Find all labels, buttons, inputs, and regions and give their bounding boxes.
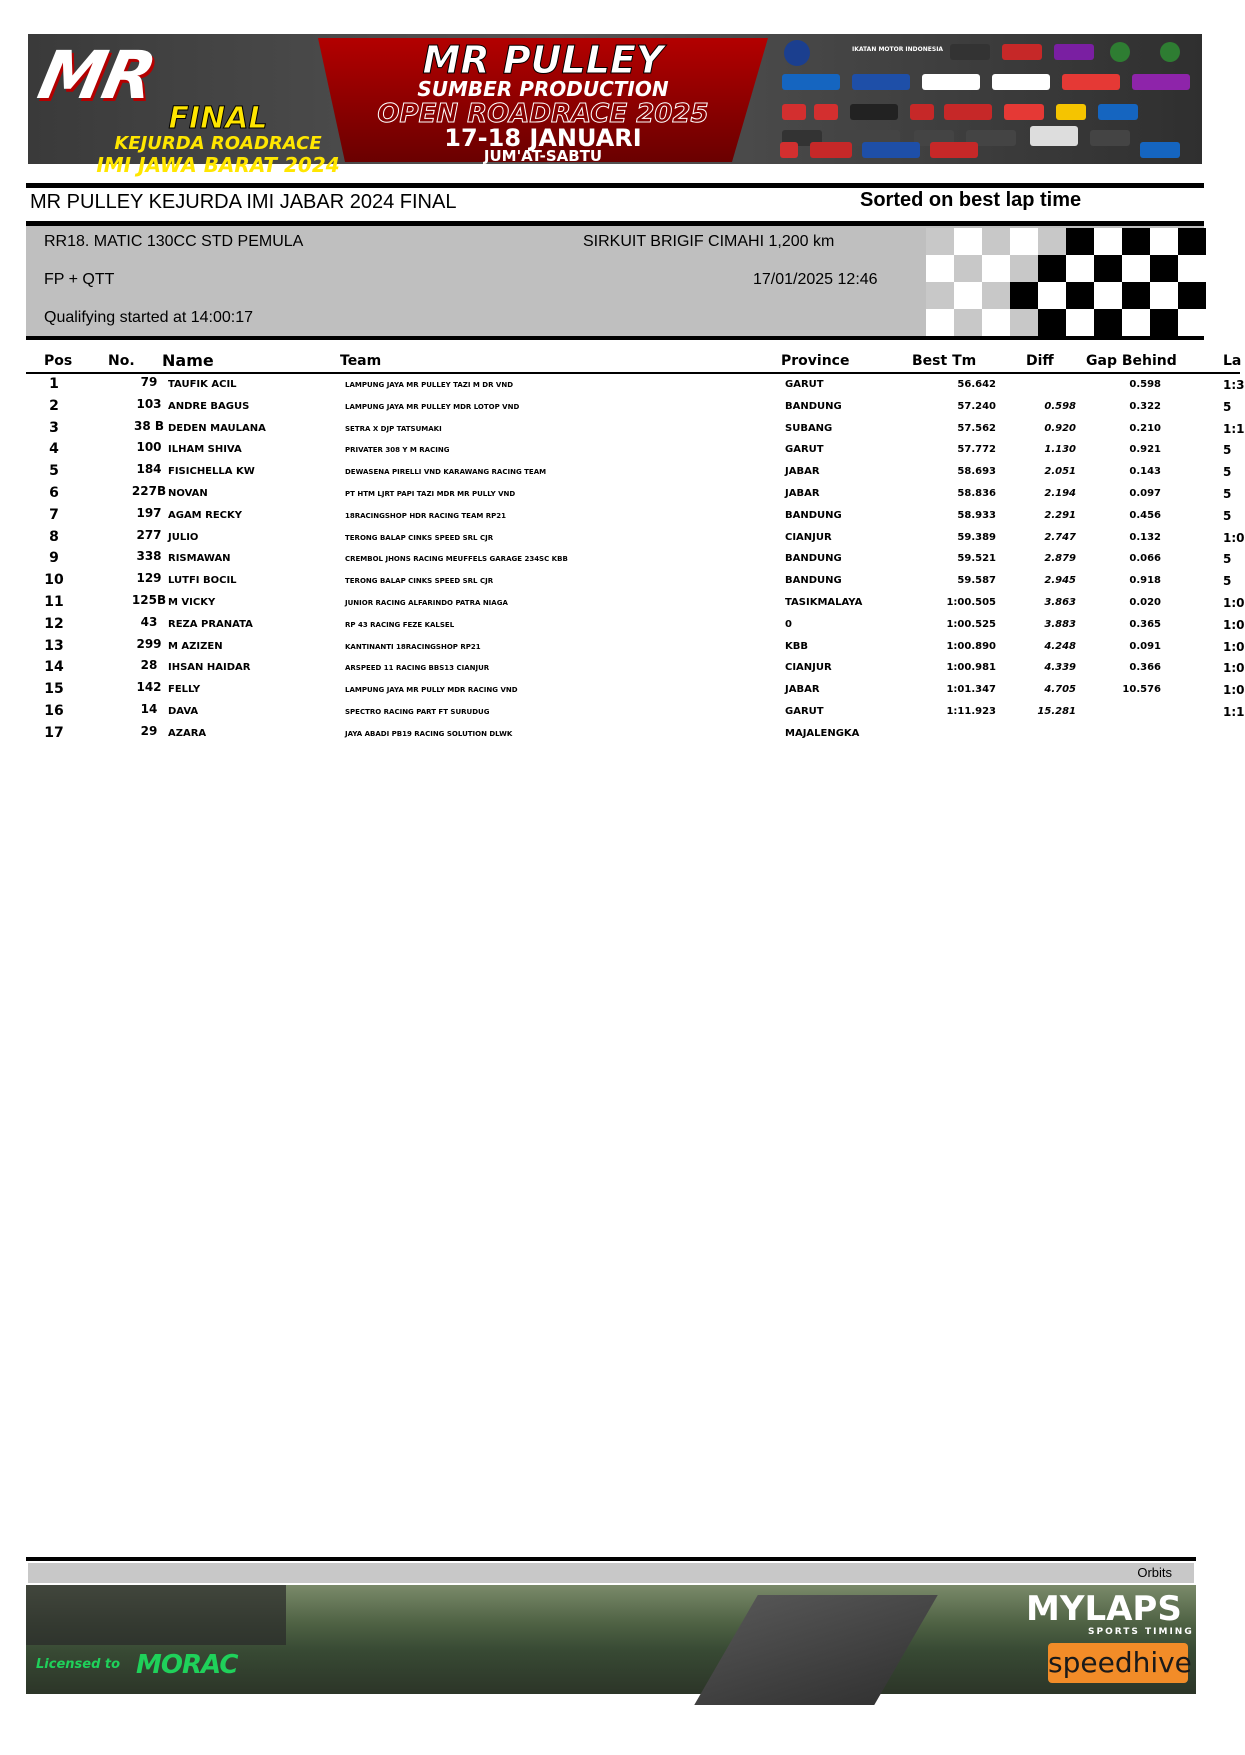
event-days: JUM'AT-SABTU — [483, 147, 603, 165]
flag-square — [982, 228, 1010, 255]
row-province: JABAR — [785, 488, 820, 499]
row-best-time: 59.521 — [957, 553, 996, 565]
imi-logo — [784, 40, 810, 66]
row-pos: 15 — [44, 681, 64, 698]
flag-square — [954, 309, 982, 336]
row-diff: 15.281 — [1037, 706, 1076, 717]
row-rider-name: AZARA — [168, 727, 207, 739]
final-label: FINAL — [168, 101, 268, 136]
page-title: MR PULLEY KEJURDA IMI JABAR 2024 FINAL — [30, 191, 457, 213]
session-label: FP + QTT — [44, 271, 115, 288]
class-label: RR18. MATIC 130CC STD PEMULA — [44, 233, 304, 250]
row-lap: 5 — [1223, 465, 1232, 480]
col-gap-behind: Gap Behind — [1086, 353, 1177, 369]
sponsor-logo — [930, 142, 978, 158]
row-best-time: 57.562 — [957, 422, 996, 434]
row-rider-name: ANDRE BAGUS — [168, 400, 250, 412]
row-lap: 1:1 — [1223, 705, 1245, 719]
flag-square — [1038, 255, 1066, 282]
table-row — [26, 634, 1245, 658]
row-diff: 3.863 — [1044, 597, 1076, 608]
row-best-time: 58.836 — [957, 488, 996, 499]
col-team: Team — [340, 353, 382, 369]
flag-square — [1066, 255, 1094, 282]
flag-square — [1178, 255, 1206, 282]
row-best-time: 59.389 — [957, 531, 996, 543]
row-number: 29 — [140, 723, 158, 738]
table-row — [26, 503, 1240, 527]
flag-square — [1066, 228, 1094, 255]
row-diff: 2.945 — [1044, 575, 1076, 587]
row-pos: 4 — [49, 441, 59, 458]
row-province: BANDUNG — [785, 509, 842, 521]
flag-square — [1038, 309, 1066, 336]
row-pos: 7 — [49, 506, 59, 523]
flag-square — [1122, 228, 1150, 255]
row-lap: 1:3 — [1223, 378, 1245, 392]
table-row — [26, 372, 1245, 396]
row-team: LAMPUNG JAYA MR PULLEY MDR LOTOP VND — [345, 402, 520, 411]
row-rider-name: TAUFIK ACIL — [168, 379, 237, 390]
row-gap-behind: 0.132 — [1129, 531, 1161, 543]
table-row — [26, 568, 1240, 592]
row-team: ARSPEED 11 RACING BBS13 CIANJUR — [345, 664, 490, 673]
table-row — [26, 481, 1240, 505]
sponsor-logo — [910, 104, 934, 120]
flag-square — [1122, 255, 1150, 282]
flag-square — [954, 228, 982, 255]
col-no: No. — [108, 353, 135, 369]
flag-square — [1066, 309, 1094, 336]
row-province: BANDUNG — [785, 575, 842, 587]
flag-square — [1066, 282, 1094, 309]
sponsor-logo — [1054, 44, 1094, 60]
table-row — [26, 655, 1245, 679]
flag-square — [1094, 282, 1122, 309]
sponsor-logo — [950, 44, 990, 60]
row-number: 338 — [136, 549, 162, 564]
table-row — [26, 677, 1245, 701]
row-number: 184 — [136, 462, 162, 477]
row-team: CREMBOL JHONS RACING MEUFFELS GARAGE 234SC KBB — [345, 555, 568, 564]
row-team: PT HTM LJRT PAPI TAZI MDR MR PULLY VND — [345, 490, 516, 498]
checkered-flag — [778, 228, 1204, 336]
row-pos: 14 — [44, 659, 64, 676]
sports-timing-label: SPORTS TIMING — [1088, 1627, 1194, 1637]
sponsor-logo — [1090, 130, 1130, 146]
col-pos: Pos — [44, 353, 73, 369]
sponsor-logo — [850, 104, 898, 120]
row-pos: 10 — [44, 572, 64, 589]
row-number: 28 — [140, 658, 158, 673]
flag-square — [1010, 282, 1038, 309]
event-title-line-2: SUMBER PRODUCTION — [417, 77, 669, 101]
licensed-to-label: Licensed to — [36, 1657, 121, 1672]
row-pos: 9 — [49, 550, 59, 567]
row-best-time: 1:00.525 — [946, 618, 996, 630]
flag-square — [982, 309, 1010, 336]
sponsor-logo — [1002, 44, 1042, 60]
row-province: JABAR — [785, 466, 820, 478]
row-rider-name: RISMAWAN — [168, 553, 231, 565]
sponsor-logo — [780, 142, 798, 158]
row-lap: 5 — [1223, 552, 1232, 567]
event-title-line-3: OPEN ROADRACE 2025 — [377, 99, 709, 129]
row-number: 79 — [140, 375, 158, 389]
sponsor-logo — [810, 142, 852, 158]
row-best-time: 1:00.505 — [946, 597, 996, 608]
row-number: 43 — [140, 614, 158, 629]
row-province: BANDUNG — [785, 553, 842, 565]
row-best-time: 1:11.923 — [946, 706, 996, 717]
row-pos: 6 — [49, 485, 59, 501]
orbits-label: Orbits — [1137, 1565, 1172, 1580]
row-team: KANTINANTI 18RACINGSHOP RP21 — [345, 642, 481, 651]
row-number: 100 — [136, 440, 162, 455]
mr-pulley-logo: MR — [31, 37, 161, 114]
grandstand-shape — [26, 1585, 286, 1645]
row-best-time: 59.587 — [957, 575, 996, 587]
row-lap: 5 — [1223, 487, 1232, 501]
sponsor-logo — [814, 104, 838, 120]
row-team: RP 43 RACING FEZE KALSEL — [345, 620, 455, 629]
flag-square — [1038, 282, 1066, 309]
flag-square — [1150, 309, 1178, 336]
row-diff: 2.291 — [1044, 509, 1076, 521]
row-rider-name: DAVA — [168, 706, 199, 717]
row-lap: 1:0 — [1223, 617, 1245, 632]
flag-square — [954, 255, 982, 282]
row-gap-behind: 0.322 — [1129, 400, 1161, 412]
row-team: 18RACINGSHOP HDR RACING TEAM RP21 — [345, 511, 507, 520]
flag-square — [926, 282, 954, 309]
row-number: 125B — [131, 593, 167, 607]
flag-square — [1178, 309, 1206, 336]
flag-square — [1150, 282, 1178, 309]
row-rider-name: M VICKY — [168, 597, 216, 608]
table-row — [26, 416, 1245, 440]
row-gap-behind: 0.918 — [1129, 575, 1161, 587]
row-rider-name: ILHAM SHIVA — [168, 444, 242, 456]
sponsor-logo — [1160, 42, 1180, 62]
row-best-time: 1:01.347 — [946, 684, 996, 696]
row-diff: 0.920 — [1044, 422, 1076, 434]
row-rider-name: REZA PRANATA — [168, 618, 253, 630]
row-province: TASIKMALAYA — [785, 597, 863, 608]
row-diff: 4.339 — [1044, 662, 1076, 674]
row-rider-name: IHSAN HAIDAR — [168, 662, 251, 674]
row-province: CIANJUR — [785, 531, 832, 543]
row-number: 38 B — [133, 418, 165, 433]
row-best-time: 58.933 — [957, 509, 996, 521]
sponsor-logo — [922, 74, 980, 90]
row-pos: 17 — [44, 724, 64, 741]
sponsor-logo — [1004, 104, 1044, 120]
row-pos: 12 — [44, 615, 64, 632]
row-best-time: 56.642 — [957, 379, 996, 390]
row-province: BANDUNG — [785, 400, 842, 412]
row-gap-behind: 0.210 — [1129, 422, 1161, 434]
flag-square — [1150, 255, 1178, 282]
row-province: CIANJUR — [785, 662, 832, 674]
row-pos: 8 — [49, 528, 59, 545]
row-team: JAYA ABADI PB19 RACING SOLUTION DLWK — [345, 729, 513, 738]
row-lap: 1:0 — [1223, 530, 1245, 545]
circuit-label: SIRKUIT BRIGIF CIMAHI 1,200 km — [583, 233, 835, 250]
speedhive-logo: speedhive — [1048, 1643, 1188, 1683]
sponsor-logo — [1132, 74, 1190, 90]
mylaps-logo: MYLAPS — [1026, 1589, 1182, 1629]
row-lap: 1:0 — [1223, 683, 1245, 698]
sort-note: Sorted on best lap time — [860, 189, 1082, 211]
row-team: SPECTRO RACING PART FT SURUDUG — [345, 708, 490, 716]
table-row — [26, 394, 1240, 418]
row-pos: 5 — [49, 463, 59, 480]
row-lap: 5 — [1223, 574, 1232, 589]
col-province: Province — [781, 353, 850, 369]
flag-square — [1150, 228, 1178, 255]
table-row — [26, 546, 1240, 570]
col-best-time: Best Tm — [912, 353, 977, 369]
row-number: 197 — [136, 505, 162, 520]
table-row — [26, 459, 1240, 483]
row-province: GARUT — [785, 706, 824, 717]
row-rider-name: M AZIZEN — [168, 640, 223, 652]
session-datetime: 17/01/2025 12:46 — [753, 271, 878, 288]
row-lap: 1:0 — [1223, 596, 1245, 610]
flag-square — [926, 255, 954, 282]
flag-square — [1010, 228, 1038, 255]
table-row — [26, 437, 1240, 461]
row-province: GARUT — [785, 444, 824, 456]
row-lap: 5 — [1223, 399, 1232, 414]
row-lap: 5 — [1223, 508, 1232, 523]
table-row — [26, 612, 1245, 636]
row-gap-behind: 0.097 — [1129, 488, 1161, 499]
row-best-time: 1:00.981 — [946, 662, 996, 674]
col-lap: La — [1223, 353, 1242, 369]
row-number: 277 — [136, 527, 162, 542]
flag-square — [1010, 255, 1038, 282]
row-diff: 2.194 — [1044, 488, 1076, 499]
flag-square — [1122, 309, 1150, 336]
flag-square — [926, 228, 954, 255]
sponsor-logo — [1140, 142, 1180, 158]
row-diff: 2.747 — [1044, 531, 1076, 543]
row-pos: 1 — [49, 376, 59, 392]
row-rider-name: AGAM RECKY — [168, 509, 242, 521]
row-gap-behind: 0.365 — [1129, 618, 1161, 630]
flag-square — [1178, 228, 1206, 255]
event-banner — [28, 34, 1202, 177]
row-gap-behind: 0.091 — [1129, 640, 1161, 652]
row-best-time: 1:00.890 — [946, 640, 996, 652]
row-pos: 13 — [44, 637, 64, 654]
row-province: GARUT — [785, 379, 824, 390]
row-number: 129 — [136, 571, 162, 586]
row-team: SETRA X DJP TATSUMAKI — [345, 424, 442, 433]
flag-square — [926, 309, 954, 336]
sponsor-logo — [1110, 42, 1130, 62]
event-title-line-1: MR PULLEY — [422, 38, 664, 82]
row-diff: 0.598 — [1044, 400, 1076, 412]
divider-rule — [26, 336, 1204, 340]
flag-square — [1094, 309, 1122, 336]
footer-banner — [26, 1557, 1196, 1694]
row-lap: 1:0 — [1223, 639, 1245, 654]
sponsor-logo — [1062, 74, 1120, 90]
row-diff: 4.705 — [1044, 684, 1076, 696]
row-diff: 2.879 — [1044, 553, 1076, 565]
row-rider-name: LUTFI BOCIL — [168, 575, 237, 587]
row-lap: 1:1 — [1223, 421, 1245, 436]
row-province: 0 — [785, 618, 792, 630]
final-title-block — [88, 101, 348, 177]
row-pos: 11 — [44, 594, 64, 610]
row-pos: 16 — [44, 703, 64, 719]
row-number: 299 — [136, 636, 162, 651]
row-pos: 2 — [49, 397, 59, 414]
sponsor-logo — [782, 74, 840, 90]
flag-square — [982, 255, 1010, 282]
flag-square — [1094, 255, 1122, 282]
row-number: 142 — [136, 680, 162, 695]
flag-square — [1122, 282, 1150, 309]
sponsor-logo — [1030, 126, 1078, 146]
row-team: TERONG BALAP CINKS SPEED SRL CJR — [345, 577, 494, 586]
flag-square — [1010, 309, 1038, 336]
row-rider-name: JULIO — [168, 531, 199, 543]
sponsor-logos — [780, 38, 1198, 160]
row-lap: 5 — [1223, 443, 1232, 458]
table-row — [26, 590, 1245, 614]
row-province: SUBANG — [785, 422, 833, 434]
row-lap: 1:0 — [1223, 661, 1245, 676]
kejurda-line-2: IMI JAWA BARAT 2024 — [96, 153, 340, 177]
row-gap-behind: 0.366 — [1129, 662, 1161, 674]
row-number: 14 — [140, 702, 158, 716]
col-diff: Diff — [1026, 353, 1054, 369]
row-gap-behind: 0.020 — [1129, 597, 1161, 608]
flag-square — [954, 282, 982, 309]
row-team: PRIVATER 308 Y M RACING — [345, 446, 450, 455]
row-diff: 4.248 — [1044, 640, 1076, 652]
row-province: JABAR — [785, 684, 820, 696]
qualifying-start: Qualifying started at 14:00:17 — [44, 309, 254, 326]
table-row — [26, 525, 1245, 549]
results-table-header — [26, 350, 1240, 374]
circuit-photo — [26, 1585, 1196, 1694]
flag-square — [982, 282, 1010, 309]
row-diff: 2.051 — [1044, 466, 1076, 478]
event-date: 17-18 JANUARI — [444, 124, 642, 152]
row-rider-name: DEDEN MAULANA — [168, 422, 266, 434]
track-shape — [694, 1595, 938, 1705]
footer-rule — [26, 1557, 1196, 1561]
sponsor-logo — [852, 74, 910, 90]
kejurda-line-1: KEJURDA ROADRACE — [114, 133, 322, 154]
row-rider-name: FISICHELLA KW — [168, 466, 255, 478]
row-gap-behind: 0.456 — [1129, 509, 1161, 521]
morac-logo: MORAC — [136, 1650, 238, 1680]
row-best-time: 57.240 — [957, 400, 996, 412]
orbits-bar — [28, 1563, 1194, 1583]
row-best-time: 57.772 — [957, 444, 996, 456]
table-row — [26, 699, 1245, 723]
flag-square — [1038, 228, 1066, 255]
row-province: MAJALENGKA — [785, 727, 860, 739]
row-number: 103 — [136, 396, 162, 411]
sponsor-logo — [1056, 104, 1086, 120]
row-diff: 1.130 — [1044, 444, 1076, 456]
row-best-time: 58.693 — [957, 466, 996, 478]
row-team: DEWASENA PIRELLI VND KARAWANG RACING TEAM — [345, 468, 547, 477]
sponsor-logo — [862, 142, 920, 158]
row-gap-behind: 0.598 — [1129, 379, 1161, 390]
row-team: TERONG BALAP CINKS SPEED SRL CJR — [345, 533, 494, 542]
flag-square — [1094, 228, 1122, 255]
sponsor-logo — [944, 104, 992, 120]
row-diff: 3.883 — [1044, 618, 1076, 630]
row-number: 227B — [131, 484, 167, 498]
row-province: KBB — [785, 640, 808, 652]
row-pos: 3 — [49, 419, 59, 436]
row-gap-behind: 0.066 — [1129, 553, 1161, 565]
imi-label: IKATAN MOTOR INDONESIA — [852, 46, 944, 53]
col-name: Name — [162, 351, 214, 370]
row-rider-name: NOVAN — [168, 488, 208, 499]
row-rider-name: FELLY — [168, 684, 201, 696]
row-gap-behind: 10.576 — [1122, 684, 1161, 696]
row-team: JUNIOR RACING ALFARINDO PATRA NIAGA — [345, 599, 508, 607]
row-gap-behind: 0.143 — [1129, 466, 1161, 478]
sponsor-logo — [1098, 104, 1138, 120]
row-gap-behind: 0.921 — [1129, 444, 1161, 456]
sponsor-logo — [782, 104, 806, 120]
table-row — [26, 721, 1240, 745]
row-team: LAMPUNG JAYA MR PULLEY TAZI M DR VND — [345, 381, 514, 389]
flag-square — [1178, 282, 1206, 309]
row-team: LAMPUNG JAYA MR PULLY MDR RACING VND — [345, 686, 518, 695]
sponsor-logo — [992, 74, 1050, 90]
